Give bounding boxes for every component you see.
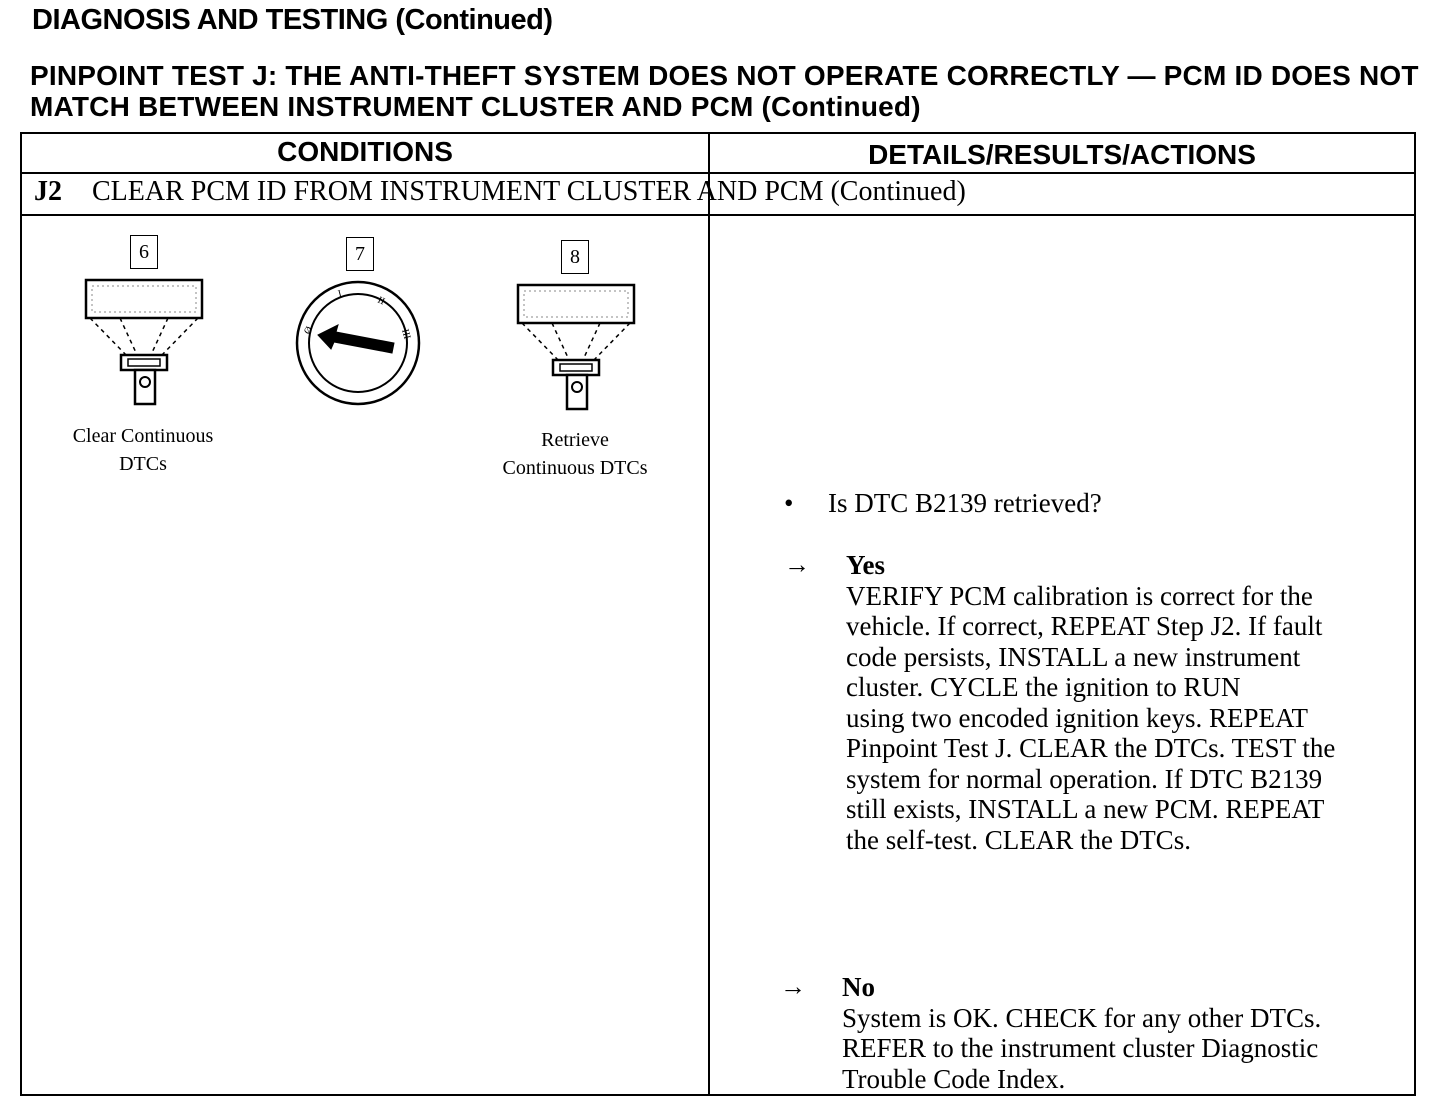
figure-6-caption <box>40 422 246 478</box>
step-row <box>34 176 966 208</box>
ignition-position-off: Ø <box>302 324 316 337</box>
yes-line: code persists, INSTALL a new instrument <box>846 641 1301 672</box>
ignition-position-2: II <box>375 294 387 308</box>
ignition-position-3: III <box>399 327 413 341</box>
yes-branch <box>846 550 1335 855</box>
scan-tool-icon <box>512 280 642 415</box>
figure-8-caption <box>470 426 680 482</box>
question-text: Is DTC B2139 retrieved? <box>828 488 1102 518</box>
no-label: No <box>842 972 875 1002</box>
step-title: CLEAR PCM ID FROM INSTRUMENT CLUSTER AND PCM (Continued) <box>92 176 966 207</box>
scan-tool-icon <box>80 275 210 410</box>
yes-line: system for normal operation. If DTC B2139 <box>846 763 1323 794</box>
yes-line: vehicle. If correct, REPEAT Step J2. If fault <box>846 611 1323 641</box>
no-line: System is OK. CHECK for any other DTCs. <box>842 1002 1322 1033</box>
step-row-divider <box>22 214 1414 216</box>
ignition-switch-icon <box>294 280 424 410</box>
figure-7-number: 7 <box>346 237 374 271</box>
yes-line: the self-test. CLEAR the DTCs. <box>846 824 1191 855</box>
no-branch <box>842 972 1321 1094</box>
figure-6-number: 6 <box>130 235 158 269</box>
yes-line: Pinpoint Test J. CLEAR the DTCs. TEST the <box>846 733 1336 763</box>
yes-line: still exists, INSTALL a new PCM. REPEAT <box>846 794 1325 824</box>
ignition-position-1: I <box>336 288 344 300</box>
step-number: J2 <box>34 176 62 207</box>
no-line: REFER to the instrument cluster Diagnostic <box>842 1033 1319 1063</box>
yes-line: VERIFY PCM calibration is correct for the <box>846 580 1313 611</box>
column-divider <box>708 134 710 1094</box>
yes-label: Yes <box>846 550 885 580</box>
conditions-column-header: CONDITIONS <box>277 136 453 167</box>
bullet-icon: • <box>784 488 794 518</box>
section-title: DIAGNOSIS AND TESTING (Continued) <box>32 4 553 36</box>
figure-6-caption-line-2: DTCs <box>119 453 167 475</box>
header-row-divider <box>22 172 1414 174</box>
no-line: Trouble Code Index. <box>842 1063 1066 1094</box>
figure-8-caption-line-2: Continuous DTCs <box>502 457 648 479</box>
pinpoint-test-title: PINPOINT TEST J: THE ANTI-THEFT SYSTEM DOES NOT OPERATE CORRECTLY — PCM ID DOES NOT MATCH BETWEEN INSTRUMENT CLUSTER AND PCM (Continued) <box>30 60 1419 122</box>
yes-line: using two encoded ignition keys. REPEAT <box>846 702 1308 733</box>
figure-6-caption-line-1: Clear Continuous <box>72 425 214 447</box>
figure-8-caption-line-1: Retrieve <box>541 429 609 451</box>
figure-8-number: 8 <box>561 240 589 274</box>
question <box>784 488 1102 519</box>
yes-line: cluster. CYCLE the ignition to RUN <box>846 672 1241 702</box>
no-arrow-icon: → <box>780 972 806 1001</box>
details-column-header: DETAILS/RESULTS/ACTIONS <box>868 139 1256 170</box>
yes-arrow-icon: → <box>784 550 810 579</box>
